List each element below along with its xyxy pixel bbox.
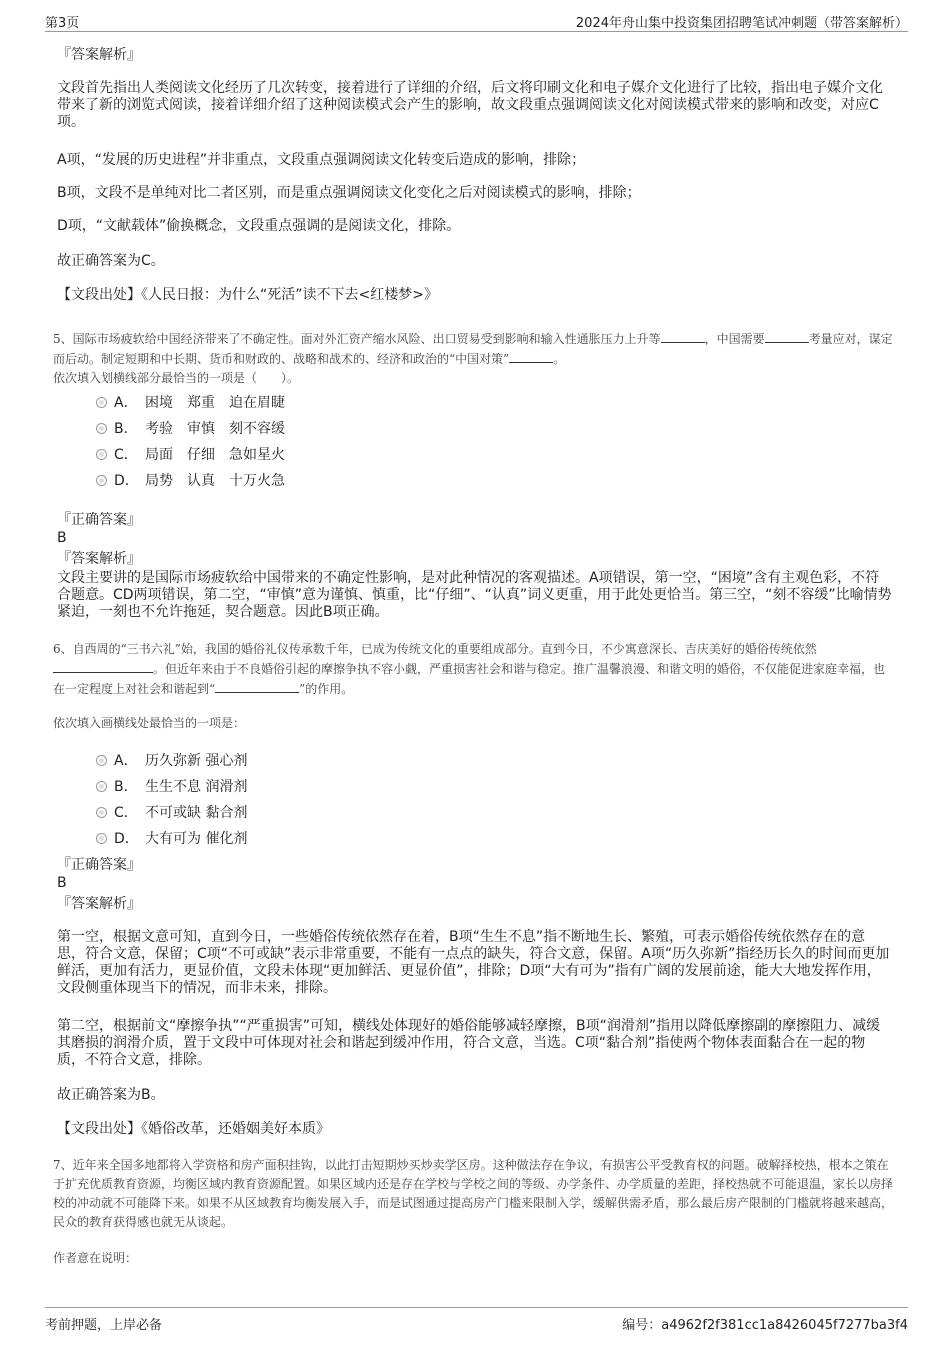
option-text: 局势 认真 十万火急: [145, 473, 285, 489]
q5-answer-title: 『正确答案』: [57, 512, 141, 528]
option-label: A．: [114, 395, 138, 411]
radio-icon[interactable]: [96, 475, 107, 486]
radio-icon[interactable]: [96, 833, 107, 844]
q4-analysis-title: 『答案解析』: [57, 47, 141, 63]
q6-conclusion: 故正确答案为B。: [57, 1087, 165, 1103]
q5-blank-3: [509, 349, 553, 363]
q6-stem: [53, 640, 896, 699]
radio-icon[interactable]: [96, 781, 107, 792]
q7-stem: 7、近年来全国多地都将入学资格和房产面积挂钩，以此打击短期炒买炒卖学区房。这种做法存在争议，有损害公平受教育权的问题。破解择校热，根本之策在于扩充优质教育资源，均衡区域内教育资源配置。如果区域内还是存在学校与学校之间的等级、办学条件、办学质量的差距，择校热就不可能退温，家长以房择校的冲动就不可能降下来。如果不从区域教育均衡发展入手，而是试图通过提高房产门槛来限制入学，缓解供需矛盾，那么最后房产限制的门槛就将越来越高，民众的教育获得感也就无从谈起。: [53, 1158, 894, 1229]
option-text: 生生不息 润滑剂: [145, 779, 248, 795]
q5-analysis-body: 文段主要讲的是国际市场疲软给中国带来的不确定性影响，是对此种情况的客观描述。A项错误，第一空，“困境”含有主观色彩，不符合题意。CD两项错误，第二空，“审慎”意为谨慎、慎重，比“仔细”、“认真”词义更重，用于此处更恰当。第三空，“刻不容缓”比喻情势紧迫，一刻也不允许拖延，契合题意。因此B项正确。: [57, 570, 892, 620]
option-label: D．: [114, 473, 139, 489]
option-text: 历久弥新 强心剂: [145, 753, 248, 769]
q6-analysis-p2: 第二空，根据前文“摩擦争执”“严重损害”可知，横线处体现好的婚俗能够减轻摩擦，B项“润滑剂”指用以降低摩擦副的摩擦阻力、减缓其磨损的润滑介质，置于文段中可体现对社会和谐起到缓冲作用，符合文意，当选。C项“黏合剂”指使两个物体表面黏合在一起的物质，不符合文意，排除。: [57, 1018, 881, 1068]
header-divider: [45, 31, 908, 32]
footer-slogan: 考前押题，上岸必备: [45, 1318, 163, 1333]
q4-note-a: A项，“发展的历史进程”并非重点，文段重点强调阅读文化转变后造成的影响，排除；: [57, 152, 586, 168]
q4-conclusion: 故正确答案为C。: [57, 253, 165, 269]
option-text: 局面 仔细 急如星火: [145, 447, 285, 463]
q4-source: 【文段出处】《人民日报：为什么“死活”读不下去<红楼梦>》: [57, 287, 438, 303]
option-label: B．: [114, 421, 138, 437]
page-header: [0, 0, 950, 34]
q6-answer-title: 『正确答案』: [57, 857, 141, 873]
option-text: 不可或缺 黏合剂: [145, 805, 248, 821]
q6-analysis-p1: 第一空，根据文意可知，直到今日，一些婚俗传统依然存在着，B项“生生不息”指不断地生长、繁殖，可表示婚俗传统依然存在的意思，符合文意，保留；C项“不可或缺”表示非常重要，不能有一点点的缺失，符合文意，保留。A项“历久弥新”指经历长久的时间而更加鲜活，更加有活力，更显价值，文段未体现“更加鲜活、更显价值”，排除；D项“大有可为”指有广阔的发展前途，能大大地发挥作用，文段侧重体现当下的情况，而非未来，排除。: [57, 929, 890, 996]
q4-analysis-body: 文段首先指出人类阅读文化经历了几次转变，接着进行了详细的介绍，后文将印刷文化和电子媒介文化进行了比较，指出电子媒介文化带来了新的浏览式阅读，接着详细介绍了这种阅读模式会产生的影响，故文段重点强调阅读文化对阅读模式带来的影响和改变，对应C项。: [57, 80, 883, 130]
q6-stem-part2: 。但近年来由于不良婚俗引起的摩擦争执不容小觑，严重损害社会和谐与稳定。推广温馨浪漫、和谐文明的婚俗，不仅能促进家庭幸福，也在一定程度上对社会和谐起到“: [53, 662, 886, 696]
q6-answer: B: [57, 875, 67, 891]
q5-answer: B: [57, 530, 67, 546]
radio-icon[interactable]: [96, 397, 107, 408]
q5-stem-part4: 。: [553, 352, 566, 366]
footer-divider: [45, 1307, 908, 1308]
q5-stem-part2: ，中国需要: [704, 332, 765, 346]
q6-instruction: 依次填入画横线处最恰当的一项是：: [53, 716, 246, 730]
radio-icon[interactable]: [96, 807, 107, 818]
option-label: D．: [114, 831, 139, 847]
radio-icon[interactable]: [96, 423, 107, 434]
q5-blank-2: [765, 329, 809, 343]
option-label: C．: [114, 805, 138, 821]
q4-note-b: B项，文段不是单纯对比二者区别，而是重点强调阅读文化变化之后对阅读模式的影响，排除；: [57, 185, 641, 201]
q5-instruction: 依次填入划横线部分最恰当的一项是（ ）。: [53, 371, 300, 385]
q5-blank-1: [661, 329, 705, 343]
option-label: C．: [114, 447, 138, 463]
q4-note-d: D项，“文献载体”偷换概念，文段重点强调的是阅读文化，排除。: [57, 218, 461, 234]
q6-source: 【文段出处】《婚俗改革，还婚姻美好本质》: [57, 1121, 330, 1137]
page-number: 第3页: [45, 16, 80, 31]
q7-instruction: 作者意在说明：: [53, 1251, 138, 1265]
q6-stem-part1: 6、自西周的“三书六礼”始，我国的婚俗礼仪传承数千年，已成为传统文化的重要组成部分。直到今日，不少寓意深长、吉庆美好的婚俗传统依然: [53, 642, 817, 656]
document-title: 2024年舟山集中投资集团招聘笔试冲刺题（带答案解析）: [575, 16, 908, 31]
q6-blank-1: [53, 659, 153, 673]
q6-blank-2: [215, 679, 299, 693]
radio-icon[interactable]: [96, 755, 107, 766]
q5-stem: [53, 329, 896, 369]
document-id: 编号：a4962f2f381cc1a8426045f7277ba3f4: [622, 1318, 908, 1333]
q5-analysis-title: 『答案解析』: [57, 551, 141, 567]
option-label: B．: [114, 779, 138, 795]
q6-analysis-title: 『答案解析』: [57, 896, 141, 912]
q6-stem-part3: ”的作用。: [299, 682, 354, 696]
q5-stem-part1: 5、国际市场疲软给中国经济带来了不确定性。面对外汇资产缩水风险、出口贸易受到影响和输入性通胀压力上升等: [53, 332, 661, 346]
radio-icon[interactable]: [96, 449, 107, 460]
option-text: 大有可为 催化剂: [145, 831, 248, 847]
option-text: 困境 郑重 迫在眉睫: [145, 395, 285, 411]
option-label: A．: [114, 753, 138, 769]
option-text: 考验 审慎 刻不容缓: [145, 421, 285, 437]
q5-stem-part3: 考量应对，谋定而后动。制定短期和中长期、货币和财政的、战略和战术的、经济和政治的“中国对策”: [53, 332, 893, 366]
